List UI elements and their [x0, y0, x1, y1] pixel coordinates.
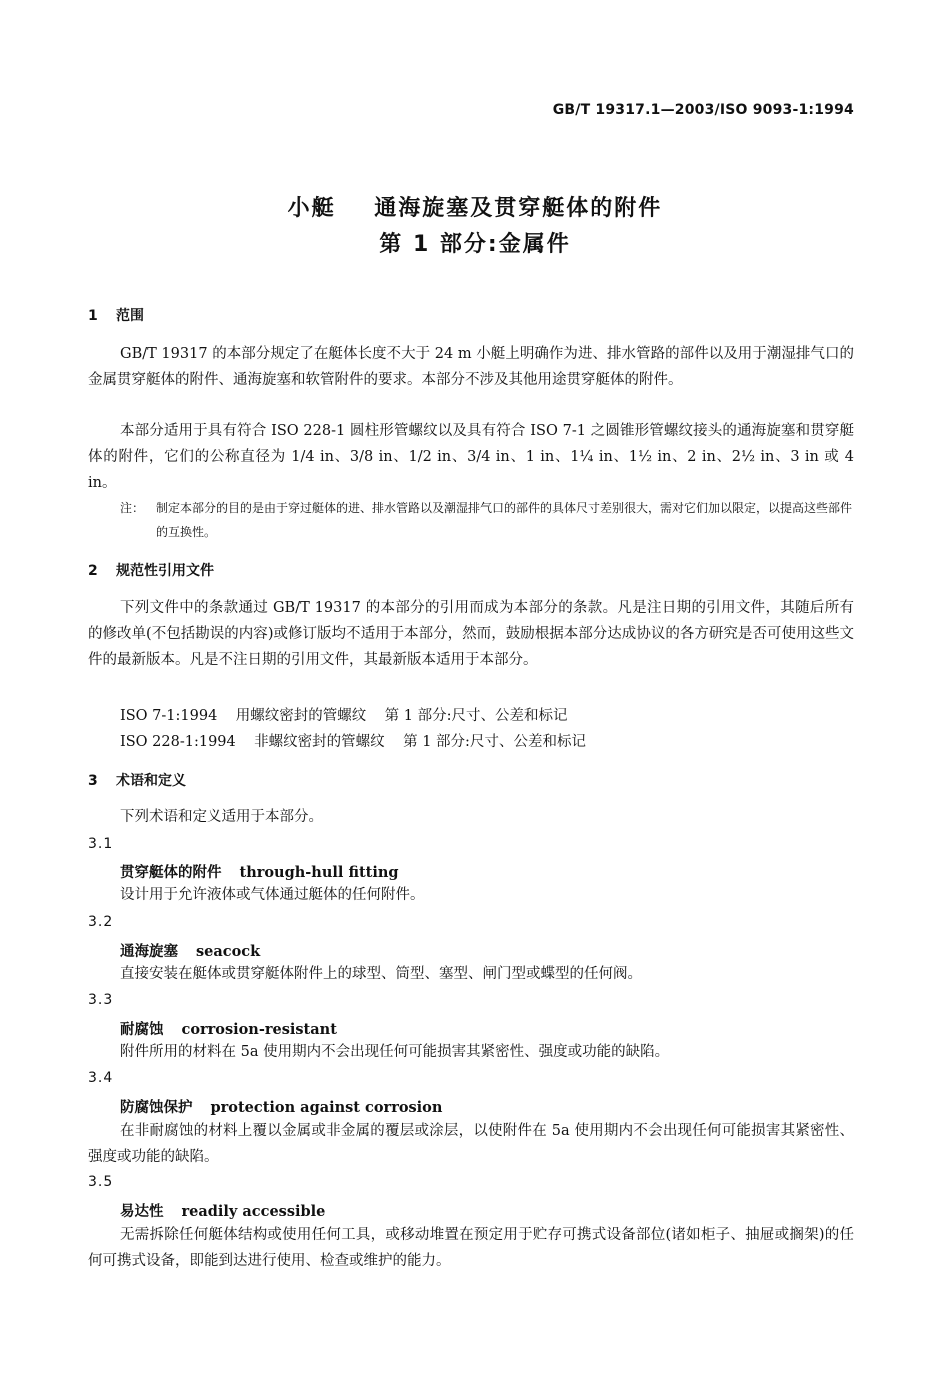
terms-intro: 下列术语和定义适用于本部分。: [120, 809, 323, 825]
term-entry: [120, 861, 399, 882]
section-title: 规范性引用文件: [116, 563, 214, 579]
normative-paragraph: 下列文件中的条款通过 GB/T 19317 的本部分的引用而成为本部分的条款。凡是注日期的引用文件，其随后所有的修改单(不包括勘误的内容)或修订版均不适用于本部分，然而，鼓励根据本部分达成协议的各方研究是否可使用这些文件的最新版本。凡是不注日期的引用文件，其最新版本适用于本部分。: [88, 600, 854, 668]
term-en: corrosion-resistant: [181, 1021, 337, 1038]
section-number: 1: [88, 308, 98, 324]
term-entry: [120, 940, 260, 961]
term-definition: 设计用于允许液体或气体通过艇体的任何附件。: [120, 887, 425, 903]
document-title-line2: 第 1 部分:金属件: [379, 232, 571, 257]
term-entry: [120, 1200, 325, 1221]
term-en: protection against corrosion: [210, 1099, 443, 1116]
term-number: 3.1: [88, 836, 114, 852]
term-definition: 无需拆除任何艇体结构或使用任何工具，或移动堆置在预定用于贮存可携式设备部位(诸如柜子、抽屉或搁架)的任何可携式设备，即能到达进行使用、检查或维护的能力。: [88, 1227, 854, 1269]
term-entry: [120, 1096, 442, 1117]
note-label: 注：: [120, 501, 145, 515]
term-en: through-hull fitting: [239, 864, 399, 881]
term-definition: 直接安装在艇体或贯穿艇体附件上的球型、筒型、塞型、闸门型或蝶型的任何阀。: [120, 966, 642, 982]
term-number: 3.3: [88, 992, 114, 1008]
term-en: readily accessible: [181, 1203, 326, 1220]
term-number: 3.5: [88, 1174, 114, 1190]
term-zh: 贯穿艇体的附件: [120, 865, 222, 881]
term-zh: 易达性: [120, 1204, 164, 1220]
scope-note: [120, 496, 854, 544]
section-number: 3: [88, 773, 98, 789]
term-en: seacock: [196, 943, 261, 960]
term-number: 3.4: [88, 1070, 114, 1086]
term-number: 3.2: [88, 914, 114, 930]
scope-paragraph-2: 本部分适用于具有符合 ISO 228-1 圆柱形管螺纹以及具有符合 ISO 7-1 之圆锥形管螺纹接头的通海旋塞和贯穿艇体的附件，它们的公称直径为 1/4 in、3/8 in、1/2 in、3/4 in、1 in、1¼ in、1½ in、2 in、2½ in、3 in 或 4 in。: [88, 423, 854, 491]
term-zh: 耐腐蚀: [120, 1022, 164, 1038]
section-heading-terms: [88, 770, 186, 790]
term-definition: 附件所用的材料在 5a 使用期内不会出现任何可能损害其紧密性、强度或功能的缺陷。: [120, 1044, 670, 1060]
standard-code: GB/T 19317.1—2003/ISO 9093-1:1994: [552, 102, 854, 118]
term-entry: [120, 1018, 337, 1039]
term-zh: 通海旋塞: [120, 944, 178, 960]
normative-reference: ISO 228-1:1994 非螺纹密封的管螺纹 第 1 部分:尺寸、公差和标记: [120, 734, 586, 750]
section-heading-normative: [88, 560, 214, 580]
scope-paragraph-1: GB/T 19317 的本部分规定了在艇体长度不大于 24 m 小艇上明确作为进、排水管路的部件以及用于潮湿排气口的金属贯穿艇体的附件、通海旋塞和软管附件的要求。本部分不涉及其他用途贯穿艇体的附件。: [88, 346, 854, 388]
section-title: 术语和定义: [116, 773, 186, 789]
normative-reference: ISO 7-1:1994 用螺纹密封的管螺纹 第 1 部分:尺寸、公差和标记: [120, 708, 568, 724]
section-title: 范围: [116, 308, 144, 324]
term-definition: 在非耐腐蚀的材料上覆以金属或非金属的覆层或涂层，以使附件在 5a 使用期内不会出现任何可能损害其紧密性、强度或功能的缺陷。: [88, 1123, 854, 1165]
section-number: 2: [88, 563, 98, 579]
document-title-line1: 小艇 通海旋塞及贯穿艇体的附件: [287, 196, 663, 221]
note-text: 制定本部分的目的是由于穿过艇体的进、排水管路以及潮湿排气口的部件的具体尺寸差别很大，需对它们加以限定，以提高这些部件的互换性。: [156, 501, 853, 539]
section-heading-scope: [88, 305, 144, 325]
term-zh: 防腐蚀保护: [120, 1100, 193, 1116]
